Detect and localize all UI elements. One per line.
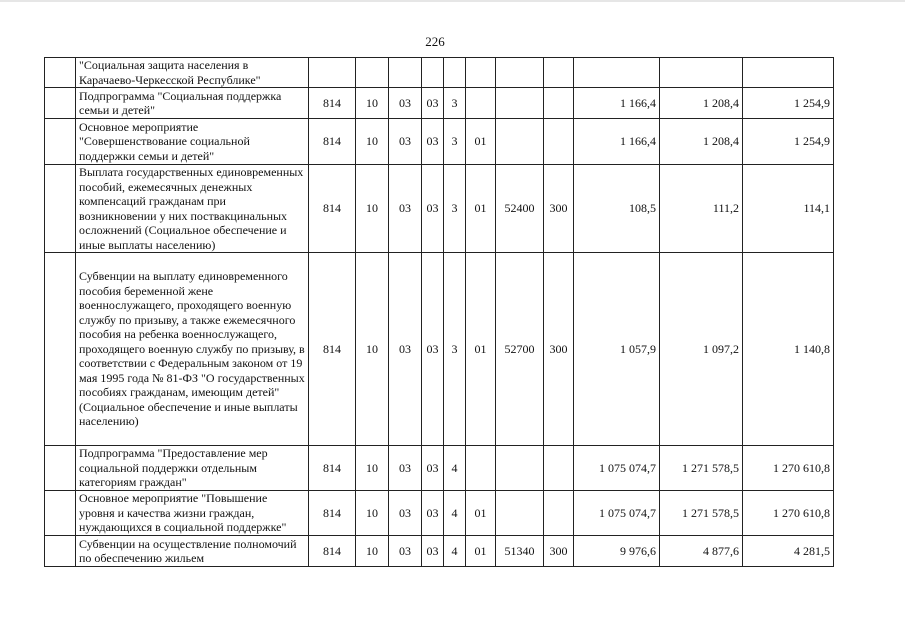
row-name-cell: "Социальная защита населения в Карачаево-Черкесской Республике": [76, 58, 309, 88]
program-code-cell: 03: [422, 536, 444, 567]
expense-type-cell: 300: [544, 536, 574, 567]
subprogram-code-cell: 3: [444, 165, 466, 253]
amount-year1-cell: 1 057,9: [574, 253, 660, 446]
row-name-cell: Выплата государственных единовременных пособий, ежемесячных денежных компенсаций гражданам при возникновении у них поствакцинальных осложнений (Социальное обеспечение и иные выплаты населению): [76, 165, 309, 253]
amount-year3-cell: 4 281,5: [743, 536, 834, 567]
blank-index-cell: [45, 88, 76, 119]
subsection-code-cell: 03: [389, 165, 422, 253]
event-code-cell: 01: [466, 491, 496, 536]
subprogram-code-cell: [444, 58, 466, 88]
scan-top-edge: [0, 0, 905, 2]
blank-index-cell: [45, 536, 76, 567]
program-code-cell: 03: [422, 119, 444, 165]
amount-year1-cell: 108,5: [574, 165, 660, 253]
direction-code-cell: [496, 88, 544, 119]
amount-year2-cell: 1 271 578,5: [660, 491, 743, 536]
program-code-cell: 03: [422, 253, 444, 446]
table-row: [45, 165, 834, 253]
table-row: [45, 88, 834, 119]
section-code-cell: 10: [356, 165, 389, 253]
amount-year2-cell: 4 877,6: [660, 536, 743, 567]
amount-year2-cell: 1 208,4: [660, 88, 743, 119]
table-row: [45, 446, 834, 491]
expense-type-cell: [544, 119, 574, 165]
amount-year1-cell: 1 075 074,7: [574, 491, 660, 536]
expense-type-cell: [544, 58, 574, 88]
section-code-cell: 10: [356, 536, 389, 567]
subprogram-code-cell: 3: [444, 253, 466, 446]
row-name-cell: Подпрограмма "Социальная поддержка семьи и детей": [76, 88, 309, 119]
amount-year3-cell: 1 254,9: [743, 88, 834, 119]
table-row: [45, 536, 834, 567]
direction-code-cell: [496, 491, 544, 536]
ministry-code-cell: 814: [309, 446, 356, 491]
event-code-cell: 01: [466, 119, 496, 165]
event-code-cell: [466, 88, 496, 119]
blank-index-cell: [45, 119, 76, 165]
ministry-code-cell: 814: [309, 165, 356, 253]
amount-year3-cell: 1 254,9: [743, 119, 834, 165]
row-name-cell: Субвенции на выплату единовременного пособия беременной жене военнослужащего, проходящего военную службу по призыву, а также ежемесячного пособия на ребенка военнослужащего, проходящего военную службу по призыву, в соответствии с Федеральным законом от 19 мая 1995 года № 81-ФЗ "О государственных пособиях гражданам, имеющим детей" (Социальное обеспечение и иные выплаты населению): [76, 253, 309, 446]
section-code-cell: 10: [356, 253, 389, 446]
subprogram-code-cell: 3: [444, 119, 466, 165]
amount-year2-cell: 111,2: [660, 165, 743, 253]
page-number: 226: [425, 34, 445, 49]
subsection-code-cell: 03: [389, 88, 422, 119]
subsection-code-cell: 03: [389, 491, 422, 536]
amount-year1-cell: 9 976,6: [574, 536, 660, 567]
event-code-cell: 01: [466, 536, 496, 567]
section-code-cell: 10: [356, 88, 389, 119]
amount-year1-cell: 1 166,4: [574, 119, 660, 165]
direction-code-cell: 52700: [496, 253, 544, 446]
subsection-code-cell: 03: [389, 119, 422, 165]
amount-year3-cell: 1 140,8: [743, 253, 834, 446]
event-code-cell: [466, 58, 496, 88]
direction-code-cell: [496, 119, 544, 165]
amount-year1-cell: 1 075 074,7: [574, 446, 660, 491]
expense-type-cell: [544, 88, 574, 119]
table-row: [45, 253, 834, 446]
amount-year2-cell: 1 208,4: [660, 119, 743, 165]
direction-code-cell: 51340: [496, 536, 544, 567]
event-code-cell: [466, 446, 496, 491]
subprogram-code-cell: 4: [444, 536, 466, 567]
expense-type-cell: 300: [544, 253, 574, 446]
section-code-cell: 10: [356, 446, 389, 491]
subprogram-code-cell: 4: [444, 491, 466, 536]
section-code-cell: 10: [356, 119, 389, 165]
blank-index-cell: [45, 165, 76, 253]
amount-year1-cell: [574, 58, 660, 88]
expense-type-cell: 300: [544, 165, 574, 253]
subsection-code-cell: 03: [389, 446, 422, 491]
row-name-cell: Основное мероприятие "Повышение уровня и качества жизни граждан, нуждающихся в социальной поддержке": [76, 491, 309, 536]
amount-year3-cell: 114,1: [743, 165, 834, 253]
blank-index-cell: [45, 491, 76, 536]
subprogram-code-cell: 3: [444, 88, 466, 119]
direction-code-cell: 52400: [496, 165, 544, 253]
subsection-code-cell: [389, 58, 422, 88]
blank-index-cell: [45, 58, 76, 88]
row-name-cell: Основное мероприятие "Совершенствование социальной поддержки семьи и детей": [76, 119, 309, 165]
blank-index-cell: [45, 446, 76, 491]
amount-year3-cell: 1 270 610,8: [743, 491, 834, 536]
amount-year3-cell: 1 270 610,8: [743, 446, 834, 491]
program-code-cell: 03: [422, 88, 444, 119]
subsection-code-cell: 03: [389, 536, 422, 567]
blank-index-cell: [45, 253, 76, 446]
section-code-cell: 10: [356, 491, 389, 536]
program-code-cell: [422, 58, 444, 88]
expense-type-cell: [544, 446, 574, 491]
amount-year2-cell: 1 271 578,5: [660, 446, 743, 491]
amount-year2-cell: 1 097,2: [660, 253, 743, 446]
subsection-code-cell: 03: [389, 253, 422, 446]
event-code-cell: 01: [466, 165, 496, 253]
expense-type-cell: [544, 491, 574, 536]
subprogram-code-cell: 4: [444, 446, 466, 491]
ministry-code-cell: 814: [309, 88, 356, 119]
table-row: [45, 58, 834, 88]
amount-year3-cell: [743, 58, 834, 88]
row-name-cell: Субвенции на осуществление полномочий по обеспечению жильем: [76, 536, 309, 567]
amount-year1-cell: 1 166,4: [574, 88, 660, 119]
direction-code-cell: [496, 58, 544, 88]
budget-table: [44, 57, 834, 567]
table-row: [45, 119, 834, 165]
amount-year2-cell: [660, 58, 743, 88]
program-code-cell: 03: [422, 446, 444, 491]
table-row: [45, 491, 834, 536]
budget-table-body: [45, 58, 834, 567]
ministry-code-cell: [309, 58, 356, 88]
ministry-code-cell: 814: [309, 119, 356, 165]
section-code-cell: [356, 58, 389, 88]
program-code-cell: 03: [422, 491, 444, 536]
event-code-cell: 01: [466, 253, 496, 446]
program-code-cell: 03: [422, 165, 444, 253]
ministry-code-cell: 814: [309, 491, 356, 536]
direction-code-cell: [496, 446, 544, 491]
row-name-cell: Подпрограмма "Предоставление мер социальной поддержки отдельным категориям граждан": [76, 446, 309, 491]
ministry-code-cell: 814: [309, 253, 356, 446]
ministry-code-cell: 814: [309, 536, 356, 567]
